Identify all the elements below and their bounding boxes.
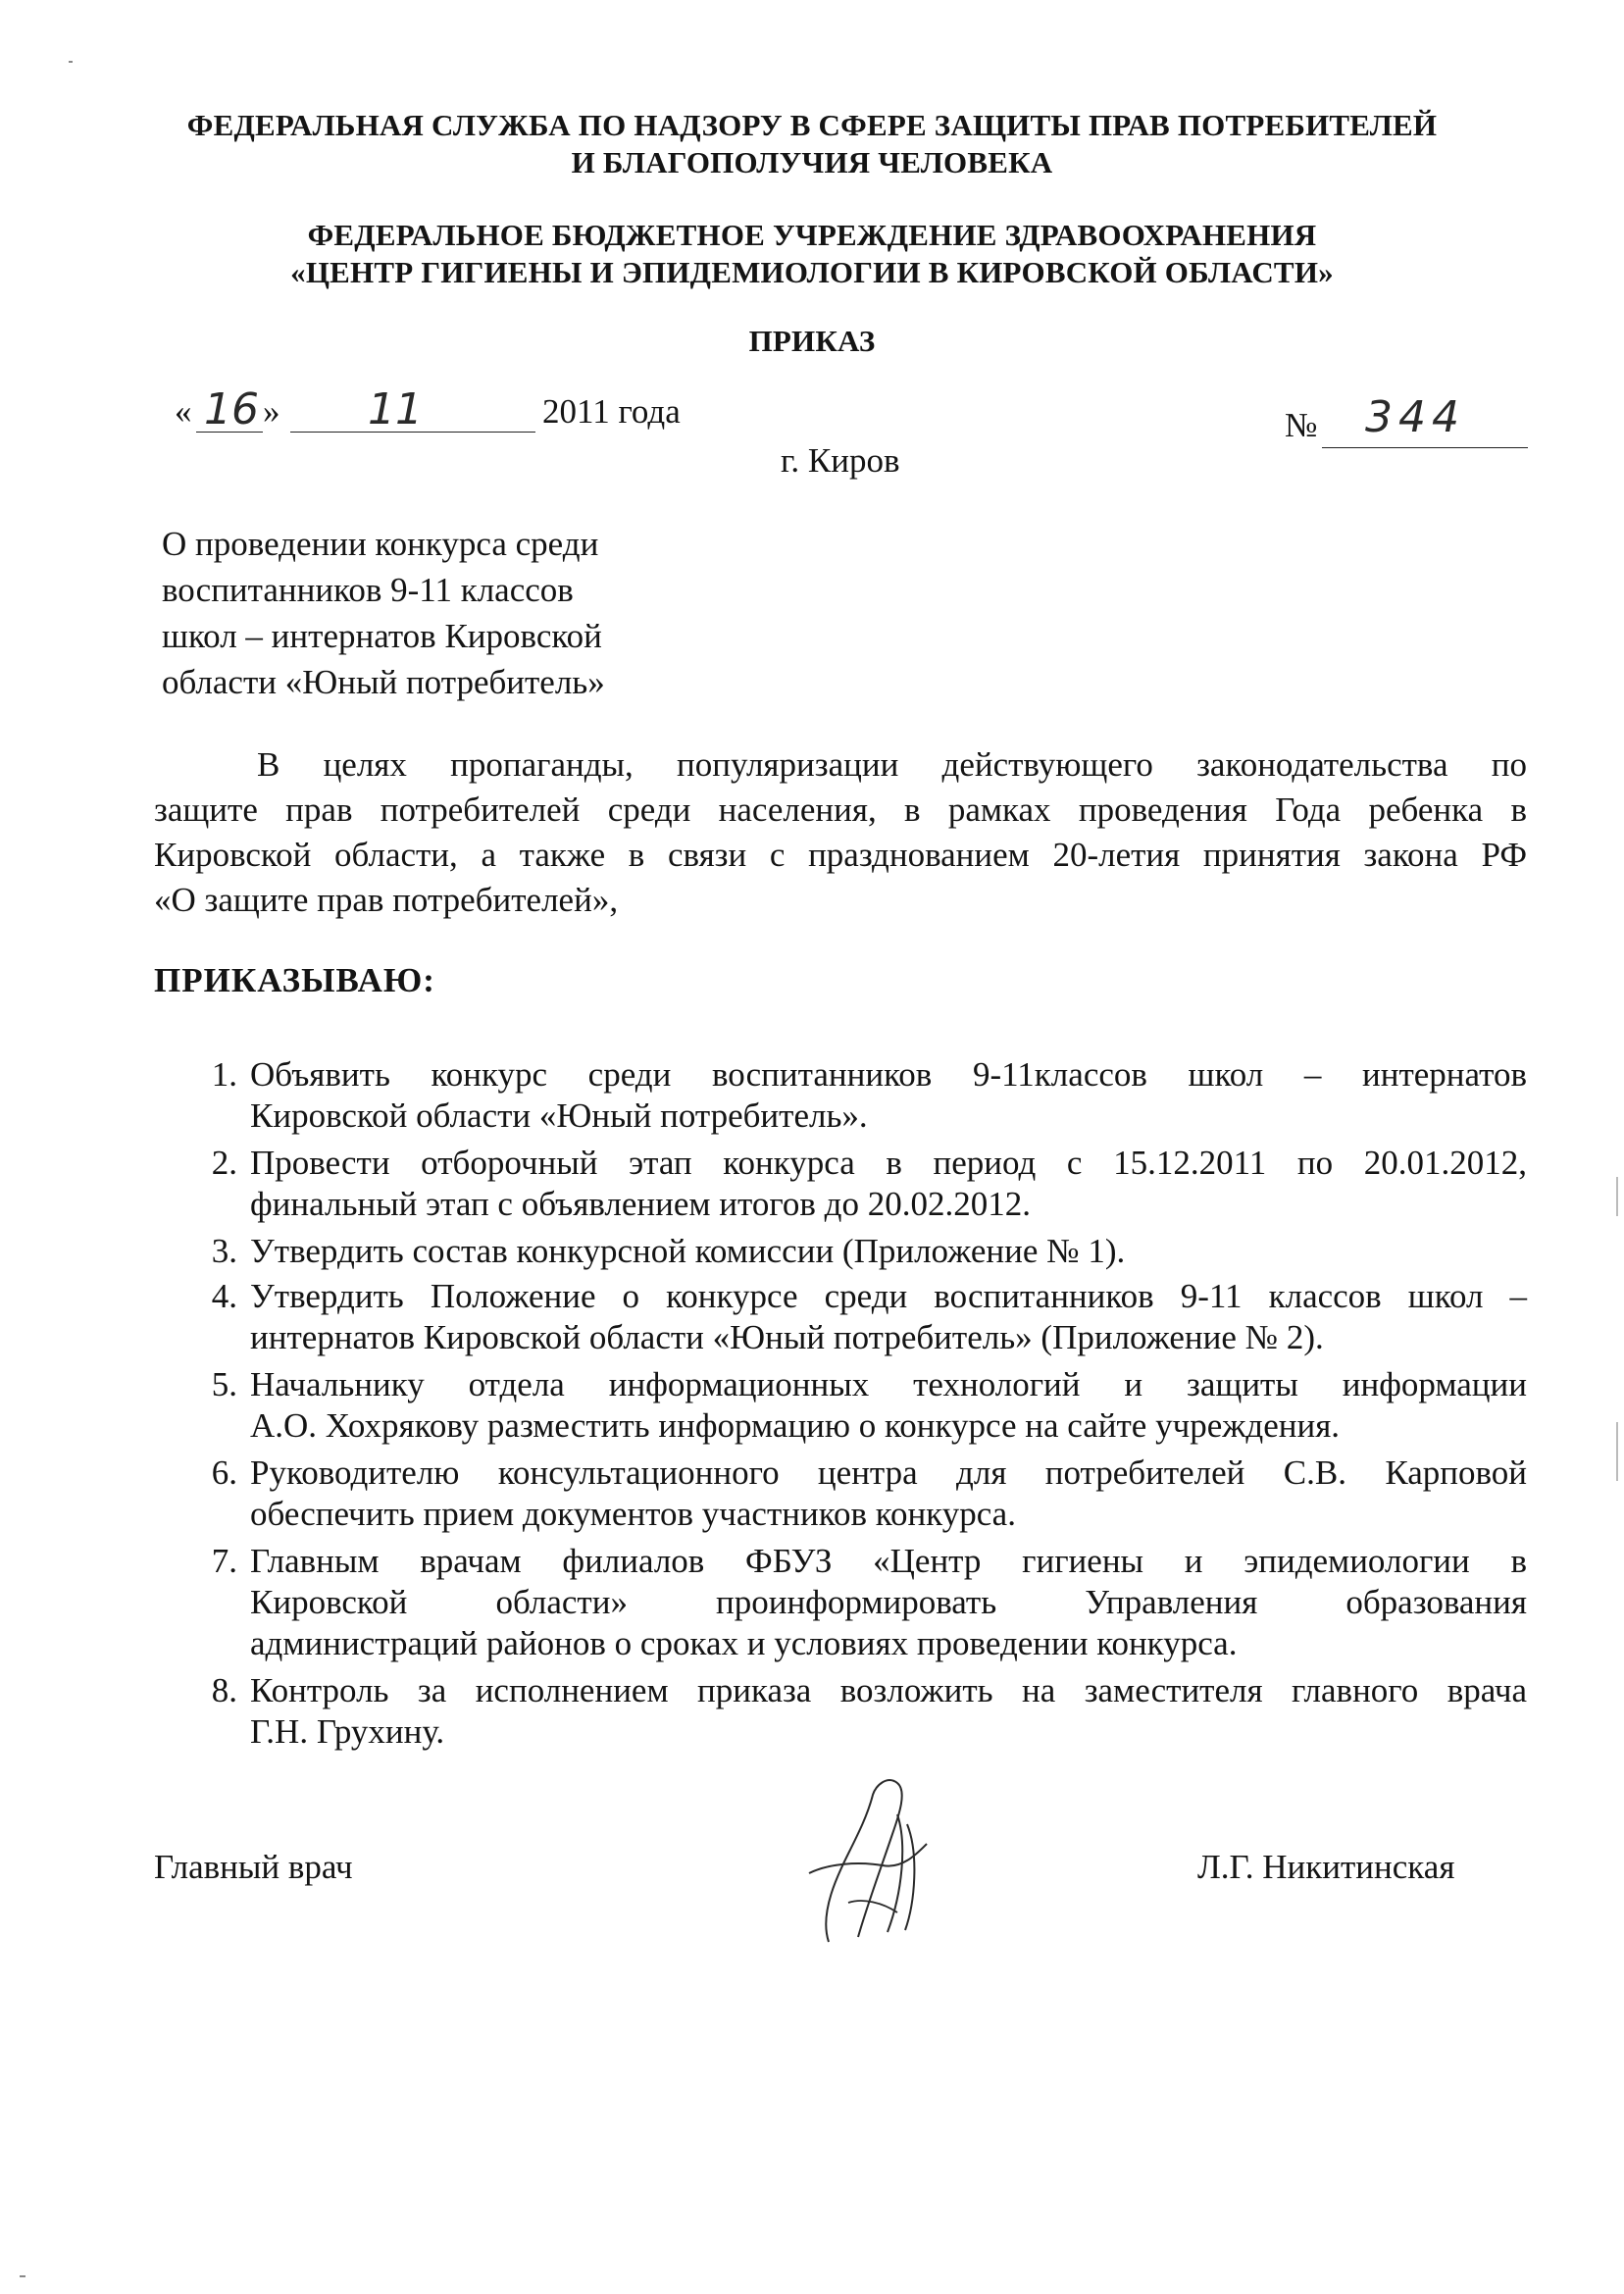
item-number: 4. bbox=[211, 1277, 237, 1315]
institution-title-line1: ФЕДЕРАЛЬНОЕ БЮДЖЕТНОЕ УЧРЕЖДЕНИЕ ЗДРАВООХРАНЕНИЯ bbox=[307, 218, 1317, 252]
scan-mark bbox=[69, 61, 73, 63]
date-day-underline bbox=[196, 432, 263, 433]
date-year: 2011 года bbox=[542, 392, 681, 431]
item-line: Г.Н. Грухину. bbox=[250, 1712, 445, 1751]
subject-line: воспитанников 9-11 классов bbox=[162, 571, 574, 609]
item-line: администраций районов о сроках и условиях проведении конкурса. bbox=[250, 1624, 1238, 1662]
item-line: Провести отборочный этап конкурса в период с 15.12.2011 по 20.01.2012, bbox=[250, 1144, 1527, 1182]
subject-line: школ – интернатов Кировской bbox=[162, 617, 602, 655]
order-number-label: № bbox=[1285, 406, 1318, 444]
date-month-handwritten: 11 bbox=[368, 384, 423, 434]
agency-title-line2: И БЛАГОПОЛУЧИЯ ЧЕЛОВЕКА bbox=[571, 145, 1053, 179]
item-line: Главным врачам филиалов ФБУЗ «Центр гигиены и эпидемиологии в bbox=[250, 1542, 1527, 1580]
item-line: Утвердить Положение о конкурсе среди воспитанников 9-11 классов школ – bbox=[250, 1277, 1527, 1315]
item-line: Кировской области «Юный потребитель». bbox=[250, 1096, 868, 1135]
date-close-quote: » bbox=[263, 392, 280, 431]
item-number: 3. bbox=[211, 1232, 237, 1270]
item-line: интернатов Кировской области «Юный потребитель» (Приложение № 2). bbox=[250, 1318, 1324, 1356]
item-line: финальный этап с объявлением итогов до 20.02.2012. bbox=[250, 1185, 1031, 1223]
item-line: А.О. Хохрякову разместить информацию о конкурсе на сайте учреждения. bbox=[250, 1406, 1341, 1445]
institution-title-line2: «ЦЕНТР ГИГИЕНЫ И ЭПИДЕМИОЛОГИИ В КИРОВСКОЙ ОБЛАСТИ» bbox=[290, 255, 1334, 289]
scan-mark bbox=[1616, 1177, 1618, 1216]
item-line: Объявить конкурс среди воспитанников 9-11классов школ – интернатов bbox=[250, 1055, 1527, 1094]
item-number: 5. bbox=[211, 1365, 237, 1403]
item-number: 1. bbox=[211, 1055, 237, 1094]
handwritten-signature bbox=[789, 1756, 966, 1952]
preamble-line: В целях пропаганды, популяризации действующего законодательства по bbox=[257, 745, 1527, 784]
item-line: Руководителю консультационного центра для потребителей С.В. Карповой bbox=[250, 1453, 1527, 1492]
document-type-heading: ПРИКАЗ bbox=[748, 324, 876, 358]
order-number-underline bbox=[1322, 447, 1528, 448]
preamble-line: защите прав потребителей среди населения, в рамках проведения Года ребенка в bbox=[154, 790, 1527, 829]
date-month-underline bbox=[290, 432, 535, 433]
item-line: Кировской области» проинформировать Управления образования bbox=[250, 1583, 1527, 1621]
item-number: 6. bbox=[211, 1453, 237, 1492]
item-line: Контроль за исполнением приказа возложить на заместителя главного врача bbox=[250, 1671, 1527, 1709]
item-number: 7. bbox=[211, 1542, 237, 1580]
item-line: Утвердить состав конкурсной комиссии (Приложение № 1). bbox=[250, 1232, 1126, 1270]
signatory-position: Главный врач bbox=[154, 1848, 353, 1886]
scan-mark bbox=[20, 2275, 25, 2277]
signatory-name: Л.Г. Никитинская bbox=[1197, 1848, 1455, 1886]
order-word: ПРИКАЗЫВАЮ: bbox=[154, 961, 435, 999]
date-open-quote: « bbox=[175, 392, 192, 431]
preamble-line: Кировской области, а также в связи с празднованием 20-летия принятия закона РФ bbox=[154, 836, 1527, 874]
order-number-handwritten: 344 bbox=[1365, 392, 1465, 442]
date-day-handwritten: 16 bbox=[204, 384, 259, 434]
subject-line: О проведении конкурса среди bbox=[162, 525, 599, 563]
item-line: Начальнику отдела информационных технологий и защиты информации bbox=[250, 1365, 1527, 1403]
subject-line: области «Юный потребитель» bbox=[162, 663, 605, 701]
preamble-line: «О защите прав потребителей», bbox=[154, 881, 619, 919]
agency-title-line1: ФЕДЕРАЛЬНАЯ СЛУЖБА ПО НАДЗОРУ В СФЕРЕ ЗАЩИТЫ ПРАВ ПОТРЕБИТЕЛЕЙ bbox=[186, 108, 1438, 142]
item-number: 2. bbox=[211, 1144, 237, 1182]
item-line: обеспечить прием документов участников конкурса. bbox=[250, 1495, 1016, 1533]
city: г. Киров bbox=[781, 441, 900, 480]
scan-mark bbox=[1616, 1422, 1618, 1481]
item-number: 8. bbox=[211, 1671, 237, 1709]
